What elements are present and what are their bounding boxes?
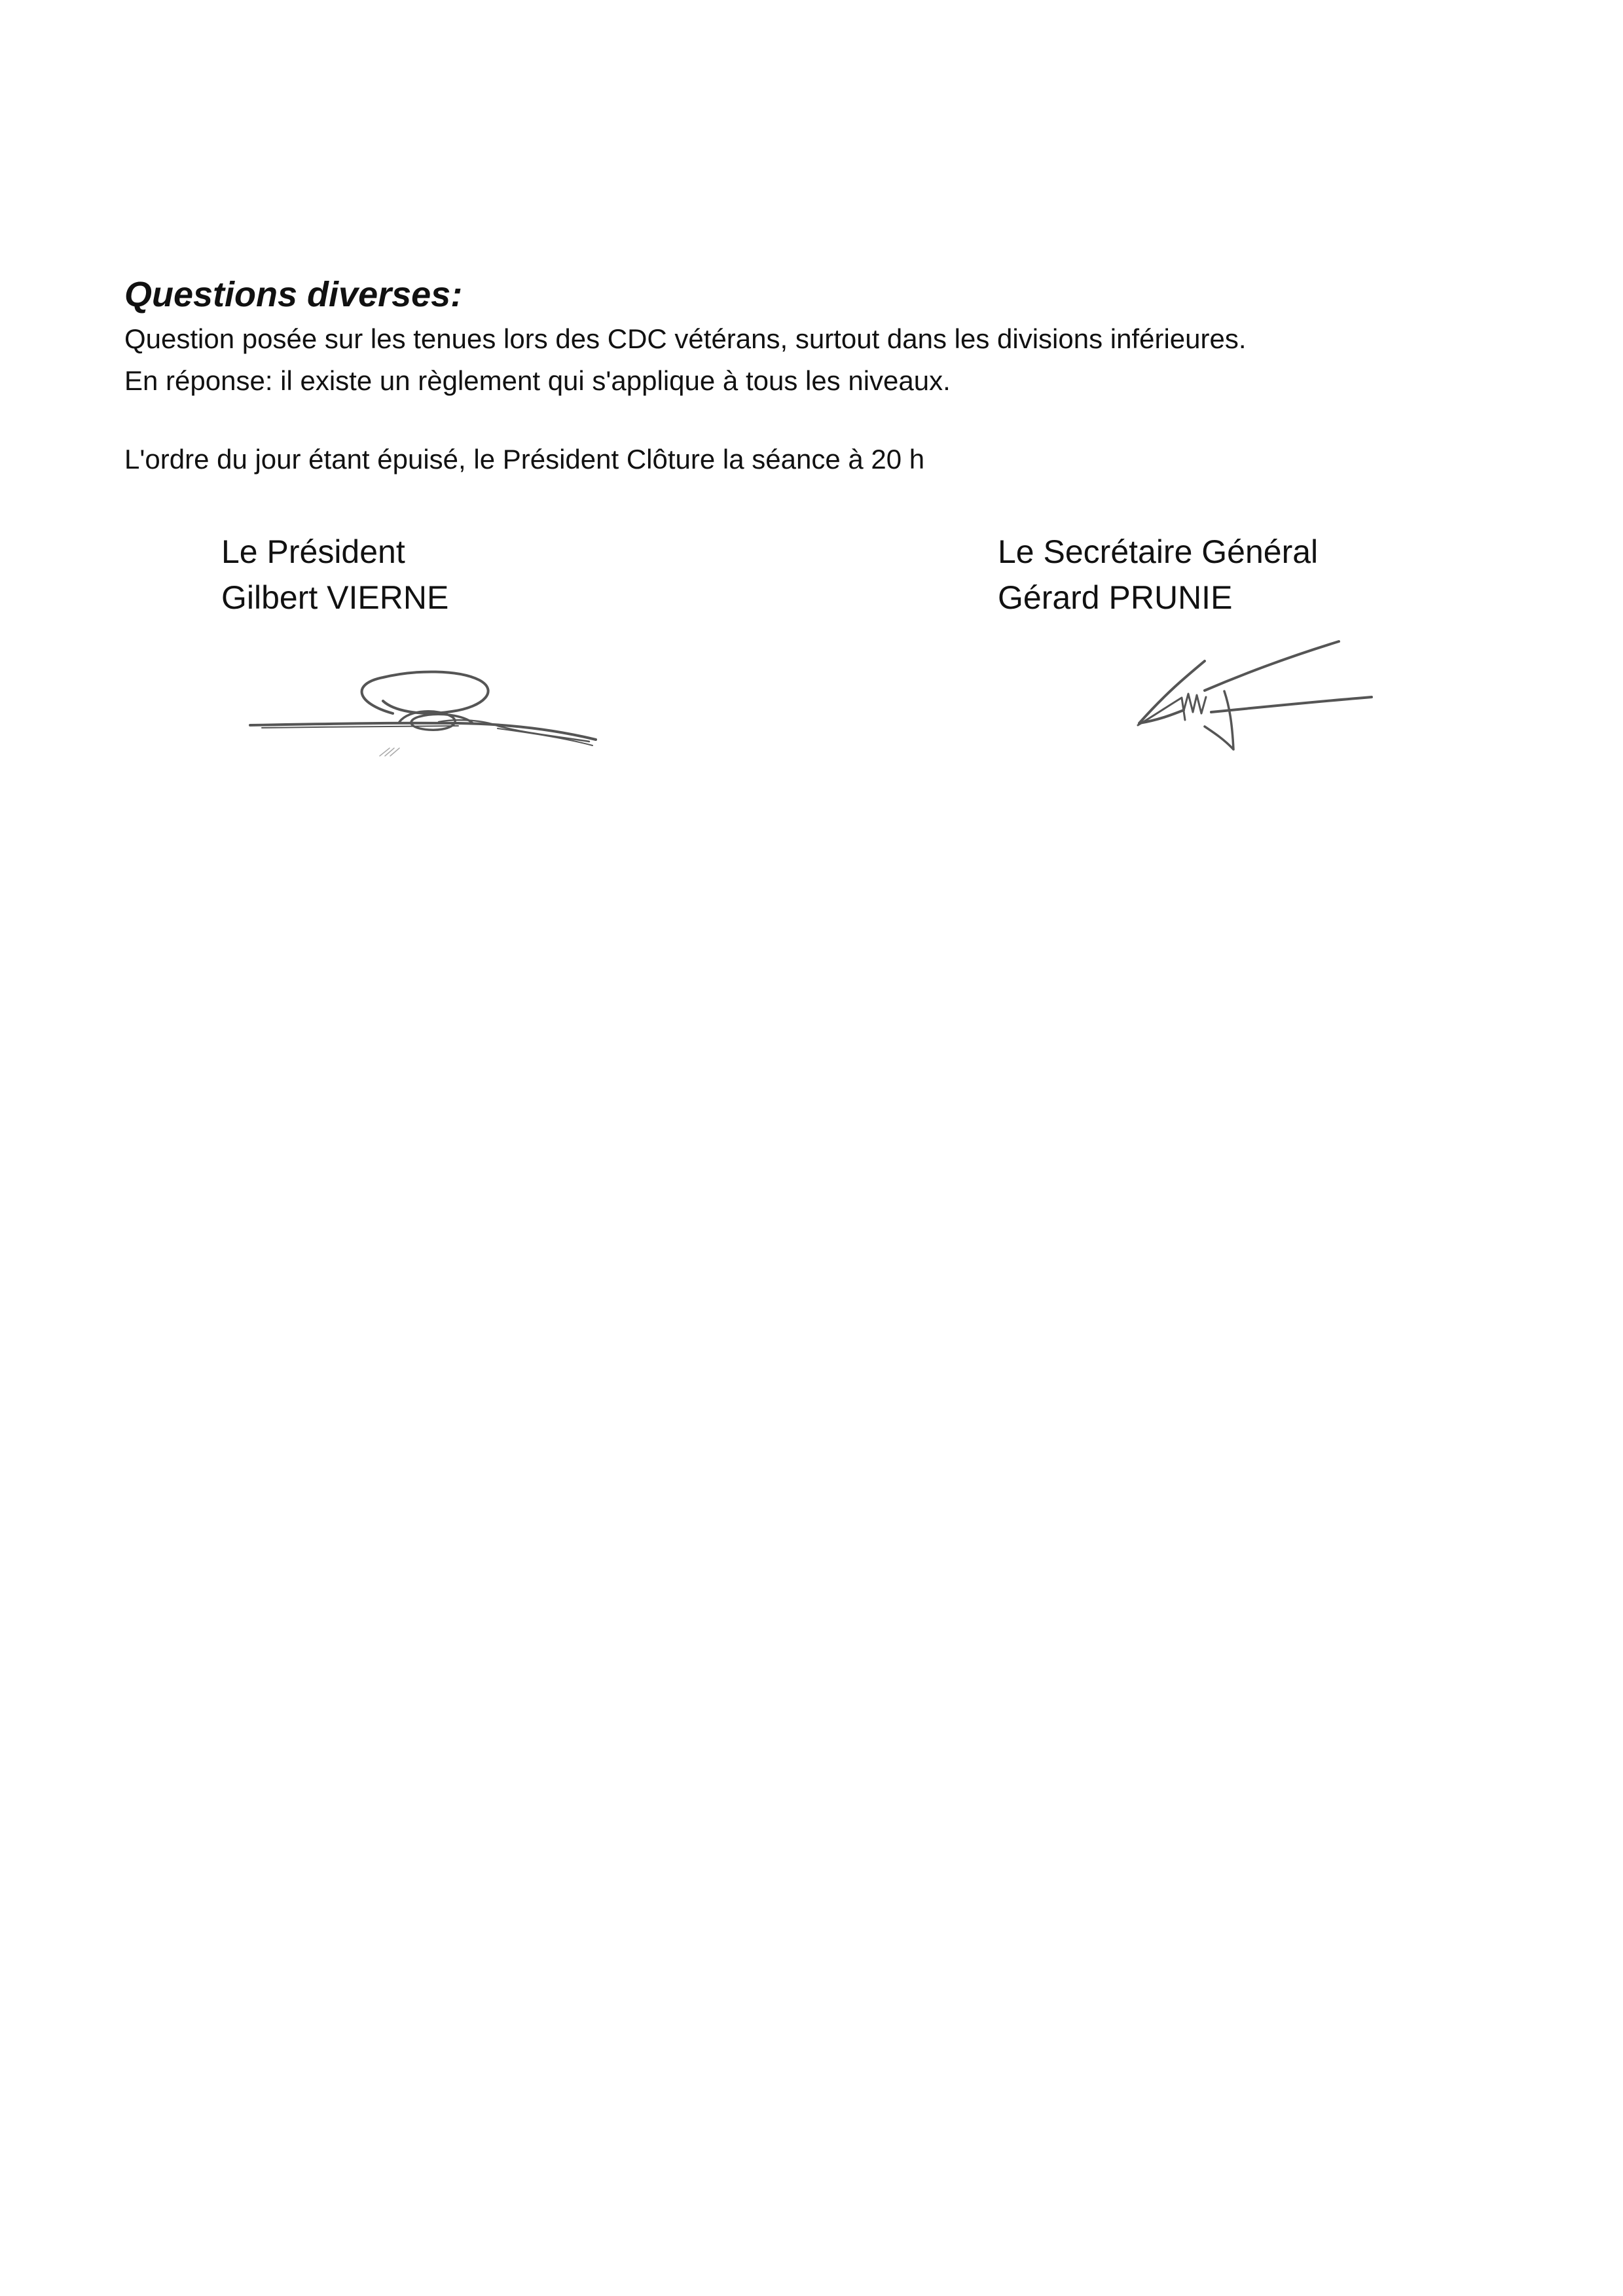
president-signature-block	[221, 529, 448, 620]
answer-text: En réponse: il existe un règlement qui s'applique à tous les niveaux.	[124, 365, 951, 396]
secretary-name: Gérard PRUNIE	[998, 579, 1233, 616]
president-signature	[242, 658, 609, 762]
president-role: Le Président	[221, 533, 405, 570]
question-text: Question posée sur les tenues lors des CDC vétérans, surtout dans les divisions inférieures.	[124, 323, 1247, 354]
president-name: Gilbert VIERNE	[221, 579, 449, 616]
secretary-signature-block	[998, 529, 1318, 620]
secretary-signature	[1120, 635, 1381, 759]
secretary-role: Le Secrétaire Général	[998, 533, 1319, 570]
closing-statement: L'ordre du jour étant épuisé, le Président Clôture la séance à 20 h	[124, 444, 925, 475]
section-title: Questions diverses:	[124, 275, 463, 314]
